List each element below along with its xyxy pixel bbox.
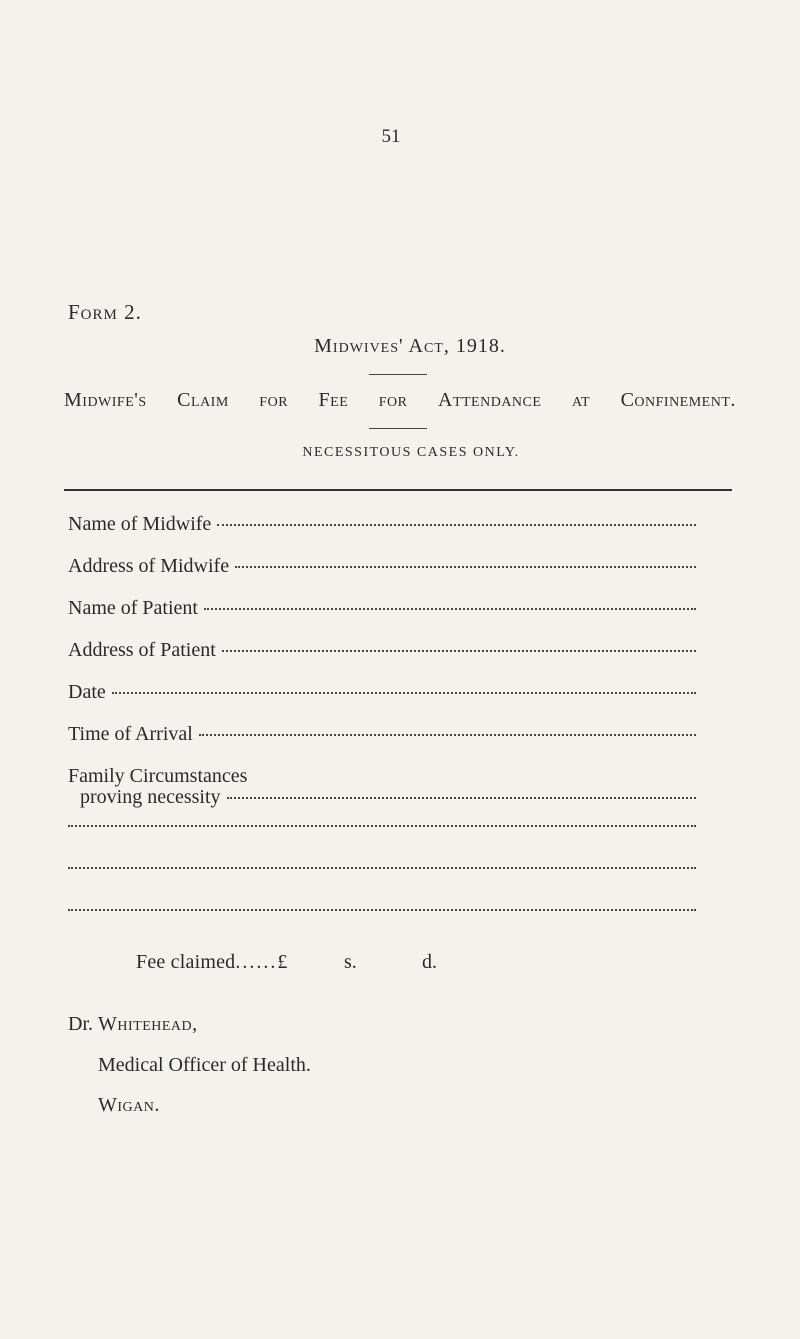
- claim-title-word: for: [378, 389, 408, 411]
- claim-title-word: Fee: [318, 389, 349, 411]
- shillings-label: s.: [344, 951, 357, 973]
- field-label: Name of Midwife: [68, 513, 212, 535]
- signatory-surname: Whitehead,: [98, 1013, 198, 1035]
- field-family-circumstances-label: Family Circumstances: [68, 765, 248, 787]
- claim-title-word: for: [259, 389, 289, 411]
- dotted-leader: [235, 566, 696, 568]
- pence-label: d.: [422, 951, 437, 973]
- dotted-leader: [217, 524, 696, 526]
- form-label: Form 2.: [68, 300, 142, 324]
- field-family-circumstances[interactable]: [80, 785, 696, 809]
- claim-title-word: Confinement.: [620, 389, 736, 411]
- claim-title-word: Attendance: [438, 389, 542, 411]
- field-label: Address of Patient: [68, 639, 216, 661]
- short-rule: [369, 428, 427, 429]
- fee-claimed-row[interactable]: [136, 950, 437, 974]
- field-patient-name[interactable]: [68, 596, 696, 620]
- dotted-leader: [204, 608, 696, 610]
- dotted-leader: [112, 692, 696, 694]
- dotted-leader: [199, 734, 696, 736]
- subtitle: NECESSITOUS CASES ONLY.: [302, 445, 520, 460]
- dotted-leader: [227, 797, 696, 799]
- pound-symbol: £: [277, 951, 288, 973]
- field-label: proving necessity: [80, 786, 221, 808]
- fee-label: Fee claimed: [136, 951, 236, 973]
- dotted-leader: [222, 650, 696, 652]
- claim-title-word: Claim: [177, 389, 229, 411]
- signatory-name: [68, 1012, 198, 1036]
- page-number: 51: [381, 126, 401, 147]
- claim-title-word: at: [571, 389, 591, 411]
- claim-title: [64, 389, 736, 412]
- signatory-prefix: Dr.: [68, 1013, 93, 1035]
- section-divider: [64, 489, 732, 491]
- claim-title-word: Midwife's: [64, 389, 147, 411]
- signatory-title: Medical Officer of Health.: [98, 1054, 311, 1076]
- act-title: Midwives' Act, 1918.: [314, 335, 506, 357]
- blank-dotted-line[interactable]: [68, 825, 696, 827]
- field-time-of-arrival[interactable]: [68, 722, 696, 746]
- fee-leader: ......: [235, 951, 278, 973]
- field-patient-address[interactable]: [68, 638, 696, 662]
- field-label: Date: [68, 681, 106, 703]
- blank-dotted-line[interactable]: [68, 909, 696, 911]
- field-midwife-name[interactable]: [68, 512, 696, 536]
- field-label: Name of Patient: [68, 597, 198, 619]
- field-date[interactable]: [68, 680, 696, 704]
- short-rule: [369, 374, 427, 375]
- field-label: Address of Midwife: [68, 555, 230, 577]
- field-label: Time of Arrival: [68, 723, 193, 745]
- blank-dotted-line[interactable]: [68, 867, 696, 869]
- field-midwife-address[interactable]: [68, 554, 696, 578]
- signatory-place: Wigan.: [98, 1094, 160, 1116]
